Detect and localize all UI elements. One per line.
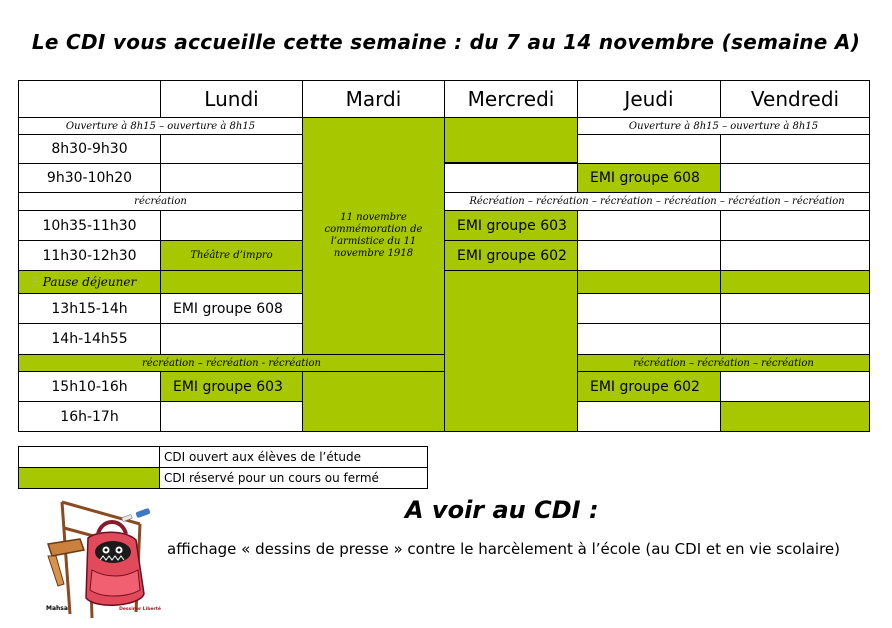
pause-dejeuner: Pause déjeuner [18, 270, 161, 294]
vendredi-slot-2 [720, 163, 870, 193]
header-vendredi: Vendredi [720, 80, 870, 118]
vendredi-slot-3 [720, 210, 870, 241]
recreation-lundi: récréation [18, 192, 303, 211]
header-lundi: Lundi [160, 80, 303, 118]
time-slot: 15h10-16h [18, 371, 161, 402]
lundi-slot-1 [160, 134, 303, 164]
lundi-pause [160, 270, 303, 294]
legend [18, 446, 428, 490]
time-slot: 13h15-14h [18, 293, 161, 324]
legend-open-label: CDI ouvert aux élèves de l’étude [159, 446, 428, 468]
header-jeudi: Jeudi [577, 80, 721, 118]
vendredi-slot-7 [720, 371, 870, 402]
mercredi-emi-603: EMI groupe 603 [444, 210, 578, 241]
lundi-slot-3 [160, 210, 303, 241]
jeudi-slot-1 [577, 134, 721, 164]
header-mercredi: Mercredi [444, 80, 578, 118]
highlight-heading: A voir au CDI : [405, 496, 599, 524]
legend-reserved-label: CDI réservé pour un cours ou fermé [159, 467, 428, 489]
lundi-emi-603: EMI groupe 603 [160, 371, 303, 402]
jeudi-slot-5 [577, 293, 721, 324]
time-slot: 11h30-12h30 [18, 240, 161, 271]
time-slot: 16h-17h [18, 401, 161, 432]
schedule-table [18, 80, 870, 432]
backpack-cartoon-icon [40, 494, 165, 622]
vendredi-closed-16h [720, 401, 870, 432]
time-slot: 10h35-11h30 [18, 210, 161, 241]
jeudi-slot-8 [577, 401, 721, 432]
recreation-afternoon-right: récréation – récréation – récréation [577, 354, 870, 372]
legend-reserved-swatch [18, 467, 160, 489]
vendredi-slot-4 [720, 240, 870, 271]
vendredi-slot-6 [720, 323, 870, 355]
mercredi-slot-2 [444, 163, 578, 193]
header-mardi: Mardi [302, 80, 445, 118]
vendredi-pause [720, 270, 870, 294]
page-title: Le CDI vous accueille cette semaine : du 7 au 14 novembre (semaine A) [31, 30, 861, 54]
mardi-closed-afternoon [302, 371, 445, 432]
lundi-slot-2 [160, 163, 303, 193]
jeudi-slot-3 [577, 210, 721, 241]
jeudi-emi-602: EMI groupe 602 [577, 371, 721, 402]
mercredi-emi-602: EMI groupe 602 [444, 240, 578, 271]
time-slot: 8h30-9h30 [18, 134, 161, 164]
opening-note-jeudi: Ouverture à 8h15 – ouverture à 8h15 [577, 117, 870, 135]
vendredi-slot-5 [720, 293, 870, 324]
cartoon-caption: Dessiner Liberté [119, 607, 161, 612]
mercredi-closed-afternoon [444, 270, 578, 432]
time-slot: 14h-14h55 [18, 323, 161, 355]
jeudi-pause [577, 270, 721, 294]
jeudi-slot-6 [577, 323, 721, 355]
vendredi-slot-1 [720, 134, 870, 164]
jeudi-emi-608: EMI groupe 608 [577, 163, 721, 193]
recreation-afternoon-left: récréation – récréation - récréation [18, 354, 445, 372]
lundi-slot-6 [160, 323, 303, 355]
recreation-mercredi-vendredi: Récréation – récréation – récréation – récréation – récréation – récréation [444, 192, 870, 211]
mercredi-closed-morning [444, 117, 578, 163]
lundi-theatre: Théâtre d’impro [160, 240, 303, 271]
legend-open-swatch [18, 446, 160, 468]
jeudi-slot-4 [577, 240, 721, 271]
highlight-text: affichage « dessins de presse » contre le harcèlement à l’école (au CDI et en vie scolaire) [167, 540, 840, 558]
time-slot: 9h30-10h20 [18, 163, 161, 193]
opening-note-lundi: Ouverture à 8h15 – ouverture à 8h15 [18, 117, 303, 135]
lundi-emi-608: EMI groupe 608 [160, 293, 303, 324]
cartoon-signature: Mahsa [46, 605, 68, 612]
header-corner [18, 80, 161, 118]
lundi-slot-8 [160, 401, 303, 432]
mardi-armistice-block: 11 novembre commémoration de l’armistice du 11 novembre 1918 [302, 117, 445, 355]
